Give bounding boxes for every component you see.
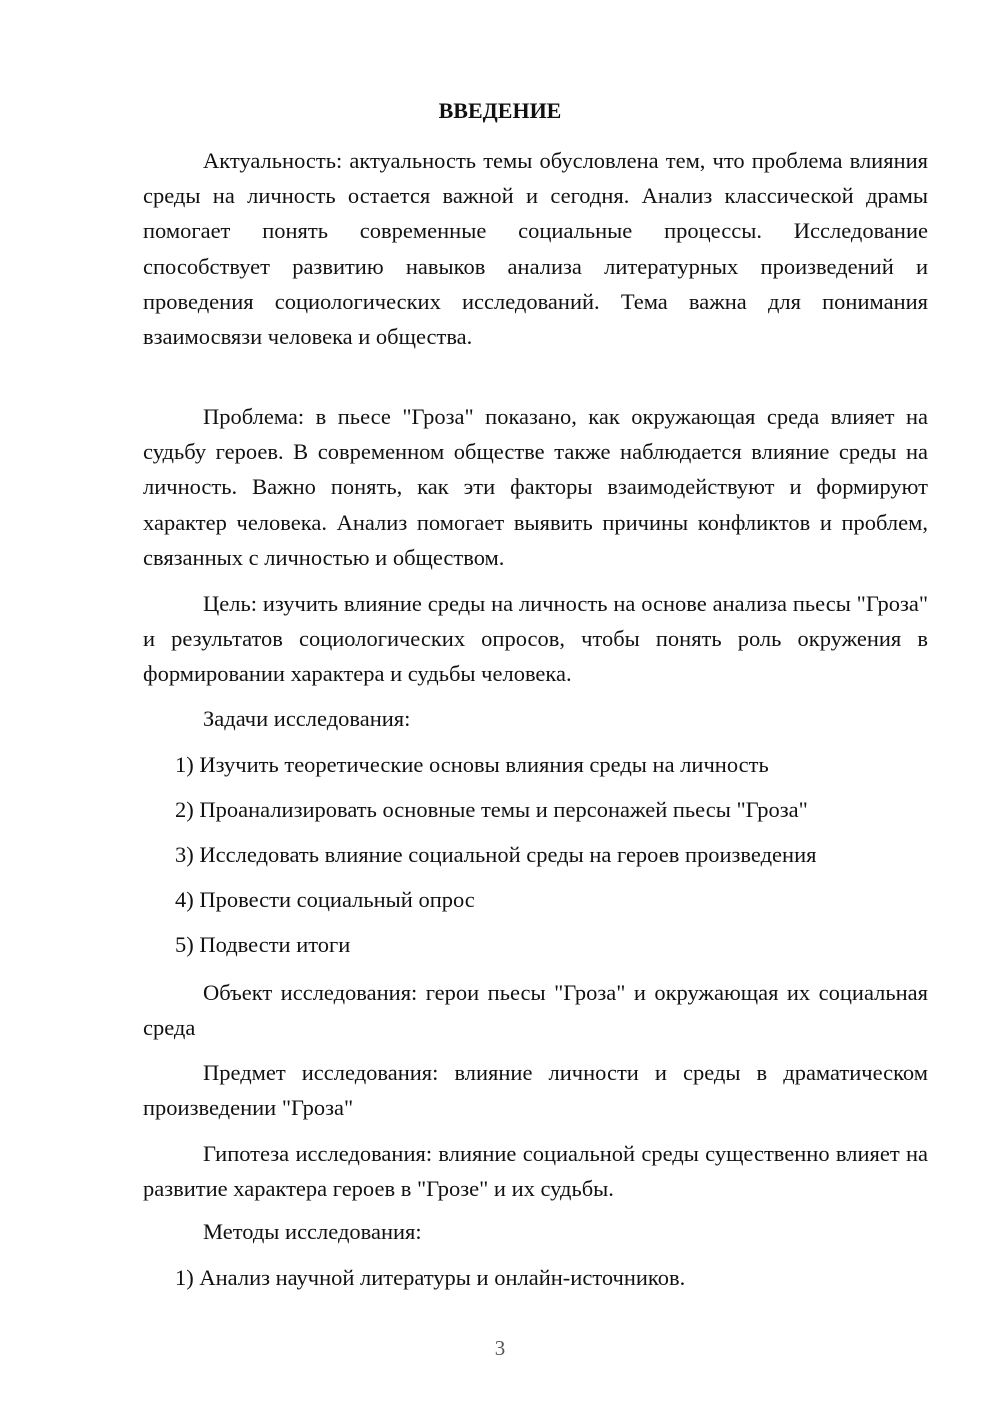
problem-paragraph: Проблема: в пьесе "Гроза" показано, как окружающая среда влияет на судьбу героев. В современном обществе также наблюдается влияние среды на личность. Важно понять, как эти факторы взаимодействуют и формируют характер человека. Анализ помогает выявить причины конфликтов и проблем, связанных с личностью и обществом. [143, 404, 928, 570]
subject-paragraph: Предмет исследования: влияние личности и среды в драматическом произведении "Гроза" [143, 1060, 928, 1121]
task-item-5: 5) Подвести итоги [175, 932, 351, 957]
methods-heading: Методы исследования: [203, 1219, 422, 1244]
relevance-paragraph: Актуальность: актуальность темы обусловлена тем, что проблема влияния среды на личность остается важной и сегодня. Анализ классической драмы помогает понять современные социальные процессы. Исследование способствует развитию навыков анализа литературных произведений и проведения социологических исследований. Тема важна для понимания взаимосвязи человека и общества. [143, 148, 928, 350]
goal-paragraph: Цель: изучить влияние среды на личность на основе анализа пьесы "Гроза" и результатов социологических опросов, чтобы понять роль окружения в формировании характера и судьбы человека. [143, 591, 928, 687]
section-title: ВВЕДЕНИЕ [438, 98, 562, 123]
tasks-heading: Задачи исследования: [203, 706, 411, 731]
page-number: 3 [494, 1336, 506, 1360]
task-item-3: 3) Исследовать влияние социальной среды на героев произведения [175, 842, 817, 867]
task-item-4: 4) Провести социальный опрос [175, 887, 475, 912]
hypothesis-paragraph: Гипотеза исследования: влияние социальной среды существенно влияет на развитие характера героев в "Грозе" и их судьбы. [143, 1141, 928, 1202]
task-item-2: 2) Проанализировать основные темы и персонажей пьесы "Гроза" [175, 797, 808, 822]
object-paragraph: Объект исследования: герои пьесы "Гроза" и окружающая их социальная среда [143, 980, 928, 1041]
task-item-1: 1) Изучить теоретические основы влияния среды на личность [175, 752, 769, 777]
method-item-1: 1) Анализ научной литературы и онлайн-источников. [175, 1265, 686, 1290]
